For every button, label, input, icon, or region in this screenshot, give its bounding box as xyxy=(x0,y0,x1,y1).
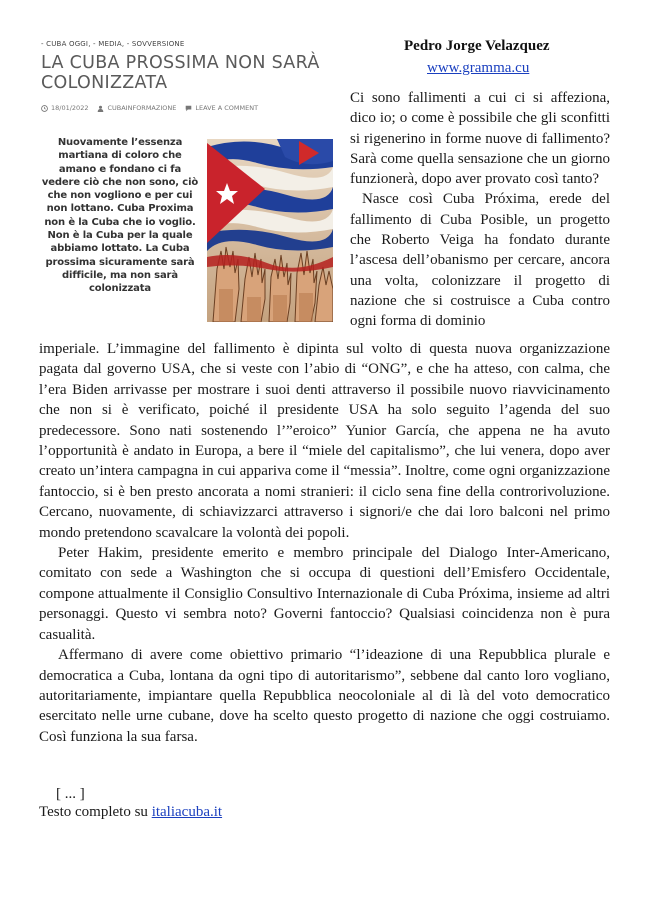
pull-quote: Nuovamente l’essenza martiana di coloro che amano e fondano ci fa vedere ciò che non sono, ciò che non vogliono e per cui non lottano. Cuba Proxima non è la Cuba che io voglio. Non è la Cuba per la quale abbiamo lottato. La Cuba prossima sicuramente sarà difficile, ma non sarà colonizzata xyxy=(41,137,199,295)
paragraph-2-rest: imperiale. L’immagine del fallimento è dipinta sul volto di questa nuova organizzazione pagata dal governo USA, che si veste con l’abio di “ONG”, e che ha atteso, con calma, che l’era Biden arrivasse per mostrare i suoi denti attraverso il possibile nuovo riavvicinamento che non si è verificato, poiché il presidente USA ha solo seguito l’agenda del suo predecessore. Sono nati sostenendo l’”eroico” Yunior García, che appena ne ha avuto l’opportunità è andato in Europa, a bere il “miele del capitalismo”, che lui venera, dopo aver creato un’intera campagna in cui appariva come il “messia”. Inoltre, come ogni organizzazione fantoccio, si è ben presto ancorata a nomi stranieri: il ciclo sena fine della controrivoluzione. Cercano, nuovamente, di schiavizzarci attraverso i signori/e che dai loro balconi nel primo mondo pretendono scavalcare la volontà dei popoli. xyxy=(39,341,610,541)
paragraph-3: Peter Hakim, presidente emerito e membro principale del Dialogo Inter-Americano, comitato con sede a Washington che si occupa di questioni dell’Emisfero Occidentale, compone attualmente il Consiglio Consultivo Internazionale di Cuba Próxima, insieme ad altri personaggi. Questo vi sembra noto? Governi fantoccio? Qualsiasi coincidenza non è pura casualità. xyxy=(39,545,610,643)
meta-author[interactable] xyxy=(97,104,176,112)
user-icon xyxy=(97,105,104,112)
paragraph-4: Affermano di avere come obiettivo primario “l’ideazione di una Repubblica plurale e democratica a Cuba, lontana da ogni tipo di autoritarismo”, sebbene dal canto loro vogliano, autoritariamente, impiantare quella Repubblica neocoloniale al di là del voto democratico esercitato nelle urne cubane, dove ha scelto questo progetto di nazione che oggi costruiamo. Così funziona la sua farsa. xyxy=(39,647,610,745)
full-text-link[interactable]: italiacuba.it xyxy=(151,804,223,820)
meta-author-text: CUBAINFORMAZIONE xyxy=(107,104,177,112)
article-photo xyxy=(207,139,333,322)
meta-date-text: 18/01/2022 xyxy=(51,104,89,112)
text-column-main xyxy=(39,339,610,747)
meta-comment-text: LEAVE A COMMENT xyxy=(195,104,259,112)
clock-icon xyxy=(41,105,48,112)
full-text-line xyxy=(39,804,222,821)
cuban-flag-hands-illustration xyxy=(207,139,333,322)
full-text-prefix: Testo completo su xyxy=(39,804,152,820)
meta-comment[interactable] xyxy=(185,104,258,112)
omission-marker: [ ... ] xyxy=(56,786,85,802)
meta-date[interactable] xyxy=(41,104,88,112)
category-breadcrumb[interactable]: - CUBA OGGI, - MEDIA, - SOVVERSIONE xyxy=(41,40,185,48)
paragraph-1: Ci sono fallimenti a cui ci si affeziona, dico io; o come è possibile che gli sconfitti si rigenerino in forme nuove di fallimento? Sarà come quella sensazione che un giorno funzionerà, dopo aver provato così tanto? xyxy=(350,90,610,188)
text-column-top xyxy=(350,88,610,332)
source-link[interactable]: www.gramma.cu xyxy=(427,60,530,76)
author-name: Pedro Jorge Velazquez xyxy=(404,38,550,54)
comment-icon xyxy=(185,105,192,112)
article-meta xyxy=(41,104,258,112)
paragraph-2-start: Nasce così Cuba Próxima, erede del fallimento di Cuba Posible, un progetto che Roberto Veiga ha fondato durante l’ascesa dell’obanismo per cercare, ancora una volta, colonizzare il progetto di nazione che si costruisce a Cuba contro ogni forma di dominio xyxy=(350,191,610,330)
article-title: LA CUBA PROSSIMA NON SARÀ COLONIZZATA xyxy=(41,53,320,93)
